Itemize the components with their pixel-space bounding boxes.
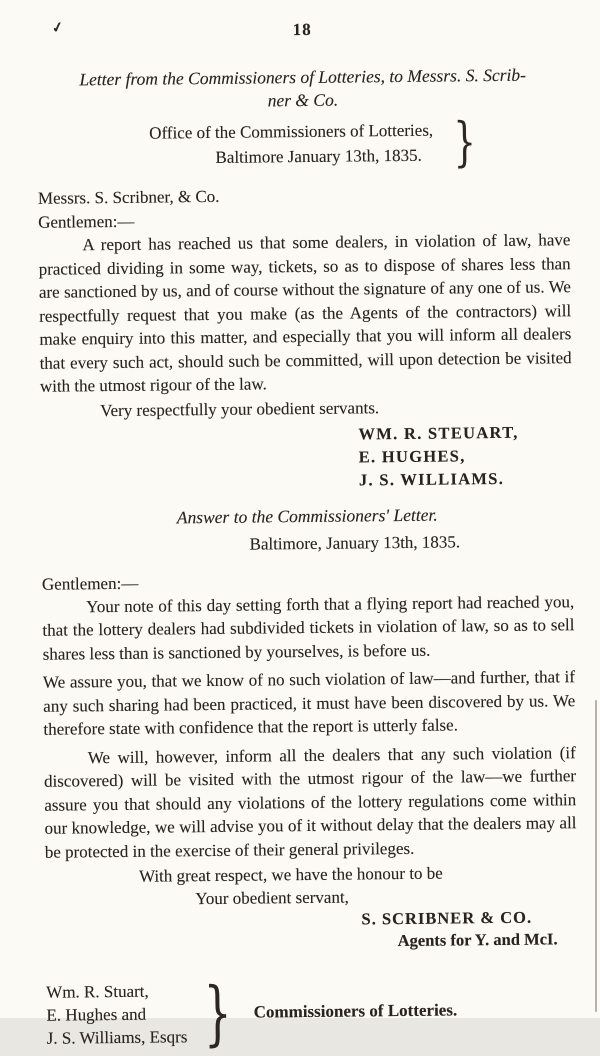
footer-names xyxy=(46,979,187,1049)
letter2-signature-sub: Agents for Y. and McI. xyxy=(397,929,558,951)
footer-name: J. S. Williams, Esqrs xyxy=(46,1026,188,1048)
footer-addressees xyxy=(46,971,579,1055)
letter2-heading: Answer to the Commissioners' Letter. xyxy=(176,504,438,527)
letter2-para1: Your note of this day setting forth that a flying report had reached you, that the lottery dealers had subdivided tickets in violation of law, so as to sell shares less than is sanctioned by yourselves, is before us. xyxy=(42,591,575,664)
letter2-gentlemen: Gentlemen:— xyxy=(41,573,139,594)
letter1-body: A report has reached us that some dealers, in violation of law, have practiced dividing in some way, tickets, so as to dispose of shares less than are sanctioned by us, and of course without the signature of any one of us. We respectfully request that you make (as the Agents of the contractors) will make enquiry into this matter, and especially that you will inform all dealers that every such act, should such be committed, will upon detection be visited with the utmost rigour of the law. xyxy=(38,230,572,396)
letter1-gentlemen: Gentlemen:— xyxy=(38,211,135,232)
page-content xyxy=(36,11,579,1055)
letter1-heading xyxy=(37,63,569,115)
letter1-heading-line2: ner & Co. xyxy=(267,89,339,111)
letter2-closing1: With great respect, we have the honour to be xyxy=(138,863,443,886)
brace-icon: } xyxy=(453,111,476,174)
letter1-valediction: Very respectfully your obedient servants. xyxy=(100,397,380,420)
letter1-office-block xyxy=(149,111,570,174)
letter1-office-lines xyxy=(149,118,433,171)
letter2-closing2: Your obedient servant, xyxy=(195,887,349,909)
footer-title: Commissioners of Lotteries. xyxy=(253,1000,458,1022)
scan-edge-artifact xyxy=(595,700,597,1012)
brace-icon: } xyxy=(203,971,232,1055)
letter1-signatures xyxy=(358,420,573,491)
footer-name: Wm. R. Stuart, xyxy=(46,981,149,1002)
signature-name: WM. R. STEUART, xyxy=(358,422,519,443)
office-line1: Office of the Commissioners of Lotteries, xyxy=(149,120,434,143)
footer-name: E. Hughes and xyxy=(46,1004,147,1025)
letter2-para2: We assure you, that we know of no such violation of law—and further, that if any such sharing had been practiced, it must have been discovered by us. We therefore state with confidence that the report is utterly false. xyxy=(42,667,576,739)
signature-name: E. HUGHES, xyxy=(358,445,466,466)
pen-mark-icon: ✓ xyxy=(50,19,66,38)
letter1-salutation: Messrs. S. Scribner, & Co. xyxy=(37,186,220,208)
letter2-signature: S. SCRIBNER & CO. xyxy=(361,907,533,929)
office-line2: Baltimore January 13th, 1835. xyxy=(215,145,422,167)
signature-name: J. S. WILLIAMS. xyxy=(358,468,505,489)
page-number: 18 xyxy=(292,19,312,40)
letter2-dateline: Baltimore, January 13th, 1835. xyxy=(249,531,461,554)
letter2-para3: We will, however, inform all the dealers that any such violation (if discovered) will be visited with the utmost rigour of the law—we further assure you that should any violations of the lottery regulations come within our knowledge, we will advise you of it without delay that the dealers may all be protected in the exercise of their general privileges. xyxy=(43,742,577,862)
letter1-heading-line1: Letter from the Commissioners of Lotteries, to Messrs. S. Scrib- xyxy=(79,64,527,90)
